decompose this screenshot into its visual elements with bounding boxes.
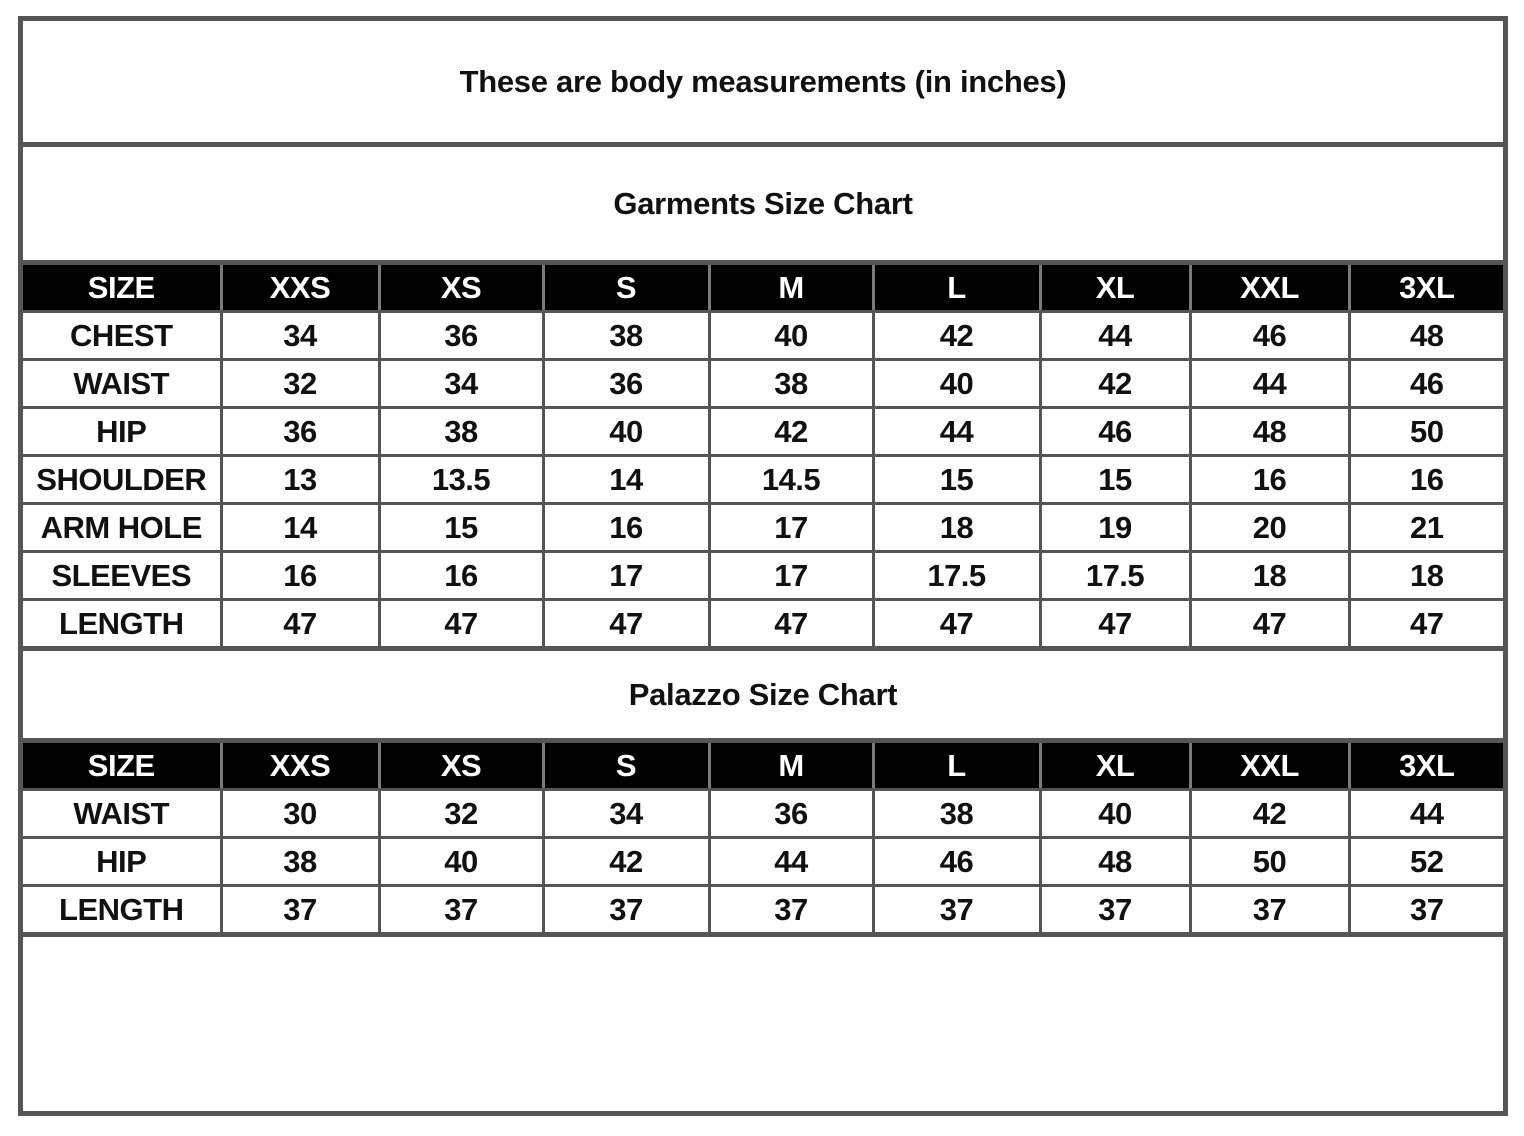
table-cell: 17 xyxy=(543,552,709,600)
table-cell: 15 xyxy=(1040,456,1190,504)
table-cell: 44 xyxy=(1190,360,1349,408)
table-cell: 17 xyxy=(709,552,873,600)
column-header-3xl: 3XL xyxy=(1349,743,1503,790)
column-header-m: M xyxy=(709,743,873,790)
table-cell: 37 xyxy=(543,886,709,933)
table-cell: 42 xyxy=(543,838,709,886)
table-cell: 46 xyxy=(1349,360,1503,408)
table-cell: 16 xyxy=(543,504,709,552)
table-cell: 20 xyxy=(1190,504,1349,552)
table-row xyxy=(23,600,1503,647)
column-header-xl: XL xyxy=(1040,265,1190,312)
table-cell: 44 xyxy=(873,408,1040,456)
column-header-size: SIZE xyxy=(23,743,221,790)
column-header-xxs: XXS xyxy=(221,743,379,790)
table-cell: 47 xyxy=(1190,600,1349,647)
table-cell: 46 xyxy=(1040,408,1190,456)
table-cell: 36 xyxy=(221,408,379,456)
row-label: CHEST xyxy=(23,312,221,360)
table-cell: 47 xyxy=(543,600,709,647)
table-cell: 47 xyxy=(1040,600,1190,647)
palazzo-size-chart-title: Palazzo Size Chart xyxy=(23,646,1503,743)
table-cell: 32 xyxy=(221,360,379,408)
garments-table-section xyxy=(23,265,1503,646)
table-cell: 50 xyxy=(1190,838,1349,886)
table-cell: 14 xyxy=(221,504,379,552)
table-cell: 30 xyxy=(221,790,379,838)
table-cell: 44 xyxy=(709,838,873,886)
table-cell: 38 xyxy=(379,408,543,456)
table-cell: 42 xyxy=(709,408,873,456)
table-cell: 14 xyxy=(543,456,709,504)
garments-size-table xyxy=(23,265,1503,646)
table-cell: 52 xyxy=(1349,838,1503,886)
column-header-m: M xyxy=(709,265,873,312)
row-label: SLEEVES xyxy=(23,552,221,600)
palazzo-table-section xyxy=(23,743,1503,937)
table-cell: 37 xyxy=(1190,886,1349,933)
table-cell: 47 xyxy=(709,600,873,647)
table-cell: 42 xyxy=(873,312,1040,360)
table-cell: 46 xyxy=(1190,312,1349,360)
table-cell: 34 xyxy=(543,790,709,838)
table-cell: 32 xyxy=(379,790,543,838)
table-cell: 18 xyxy=(1190,552,1349,600)
column-header-xxl: XXL xyxy=(1190,743,1349,790)
table-cell: 47 xyxy=(873,600,1040,647)
table-row xyxy=(23,312,1503,360)
table-cell: 47 xyxy=(379,600,543,647)
table-cell: 47 xyxy=(1349,600,1503,647)
row-label: LENGTH xyxy=(23,886,221,933)
column-header-xxl: XXL xyxy=(1190,265,1349,312)
table-cell: 38 xyxy=(709,360,873,408)
table-cell: 36 xyxy=(543,360,709,408)
table-cell: 44 xyxy=(1040,312,1190,360)
palazzo-size-table xyxy=(23,743,1503,932)
column-header-s: S xyxy=(543,265,709,312)
table-cell: 38 xyxy=(543,312,709,360)
table-cell: 17.5 xyxy=(1040,552,1190,600)
column-header-s: S xyxy=(543,743,709,790)
table-cell: 40 xyxy=(1040,790,1190,838)
table-cell: 37 xyxy=(873,886,1040,933)
table-header-row xyxy=(23,743,1503,790)
table-cell: 48 xyxy=(1190,408,1349,456)
row-label: HIP xyxy=(23,408,221,456)
table-cell: 40 xyxy=(379,838,543,886)
table-cell: 21 xyxy=(1349,504,1503,552)
column-header-l: L xyxy=(873,743,1040,790)
table-cell: 40 xyxy=(543,408,709,456)
table-cell: 16 xyxy=(1190,456,1349,504)
table-cell: 48 xyxy=(1349,312,1503,360)
table-cell: 16 xyxy=(221,552,379,600)
table-cell: 16 xyxy=(379,552,543,600)
row-label: SHOULDER xyxy=(23,456,221,504)
table-cell: 36 xyxy=(379,312,543,360)
table-row xyxy=(23,504,1503,552)
table-cell: 14.5 xyxy=(709,456,873,504)
column-header-xs: XS xyxy=(379,743,543,790)
table-row xyxy=(23,408,1503,456)
table-cell: 42 xyxy=(1040,360,1190,408)
table-cell: 40 xyxy=(873,360,1040,408)
table-row xyxy=(23,552,1503,600)
table-cell: 18 xyxy=(873,504,1040,552)
garments-size-chart-title: Garments Size Chart xyxy=(23,147,1503,265)
table-cell: 17 xyxy=(709,504,873,552)
table-cell: 37 xyxy=(709,886,873,933)
table-cell: 36 xyxy=(709,790,873,838)
table-cell: 13 xyxy=(221,456,379,504)
column-header-size: SIZE xyxy=(23,265,221,312)
table-cell: 37 xyxy=(1040,886,1190,933)
table-cell: 38 xyxy=(873,790,1040,838)
table-row xyxy=(23,838,1503,886)
row-label: LENGTH xyxy=(23,600,221,647)
row-label: ARM HOLE xyxy=(23,504,221,552)
measurements-note-heading: These are body measurements (in inches) xyxy=(23,21,1503,147)
table-cell: 37 xyxy=(1349,886,1503,933)
table-row xyxy=(23,360,1503,408)
blank-footer-area xyxy=(23,937,1503,1057)
table-header-row xyxy=(23,265,1503,312)
row-label: WAIST xyxy=(23,360,221,408)
row-label: HIP xyxy=(23,838,221,886)
table-cell: 13.5 xyxy=(379,456,543,504)
table-cell: 46 xyxy=(873,838,1040,886)
size-chart-document xyxy=(18,16,1508,1116)
table-cell: 37 xyxy=(379,886,543,933)
table-row xyxy=(23,790,1503,838)
column-header-l: L xyxy=(873,265,1040,312)
table-cell: 37 xyxy=(221,886,379,933)
column-header-xl: XL xyxy=(1040,743,1190,790)
table-row xyxy=(23,886,1503,933)
table-cell: 48 xyxy=(1040,838,1190,886)
table-cell: 17.5 xyxy=(873,552,1040,600)
table-cell: 34 xyxy=(379,360,543,408)
table-cell: 38 xyxy=(221,838,379,886)
table-cell: 40 xyxy=(709,312,873,360)
table-cell: 50 xyxy=(1349,408,1503,456)
column-header-xs: XS xyxy=(379,265,543,312)
table-cell: 15 xyxy=(873,456,1040,504)
table-row xyxy=(23,456,1503,504)
column-header-3xl: 3XL xyxy=(1349,265,1503,312)
table-cell: 19 xyxy=(1040,504,1190,552)
row-label: WAIST xyxy=(23,790,221,838)
table-cell: 44 xyxy=(1349,790,1503,838)
table-cell: 42 xyxy=(1190,790,1349,838)
table-cell: 34 xyxy=(221,312,379,360)
table-cell: 47 xyxy=(221,600,379,647)
table-cell: 16 xyxy=(1349,456,1503,504)
table-cell: 15 xyxy=(379,504,543,552)
column-header-xxs: XXS xyxy=(221,265,379,312)
table-cell: 18 xyxy=(1349,552,1503,600)
